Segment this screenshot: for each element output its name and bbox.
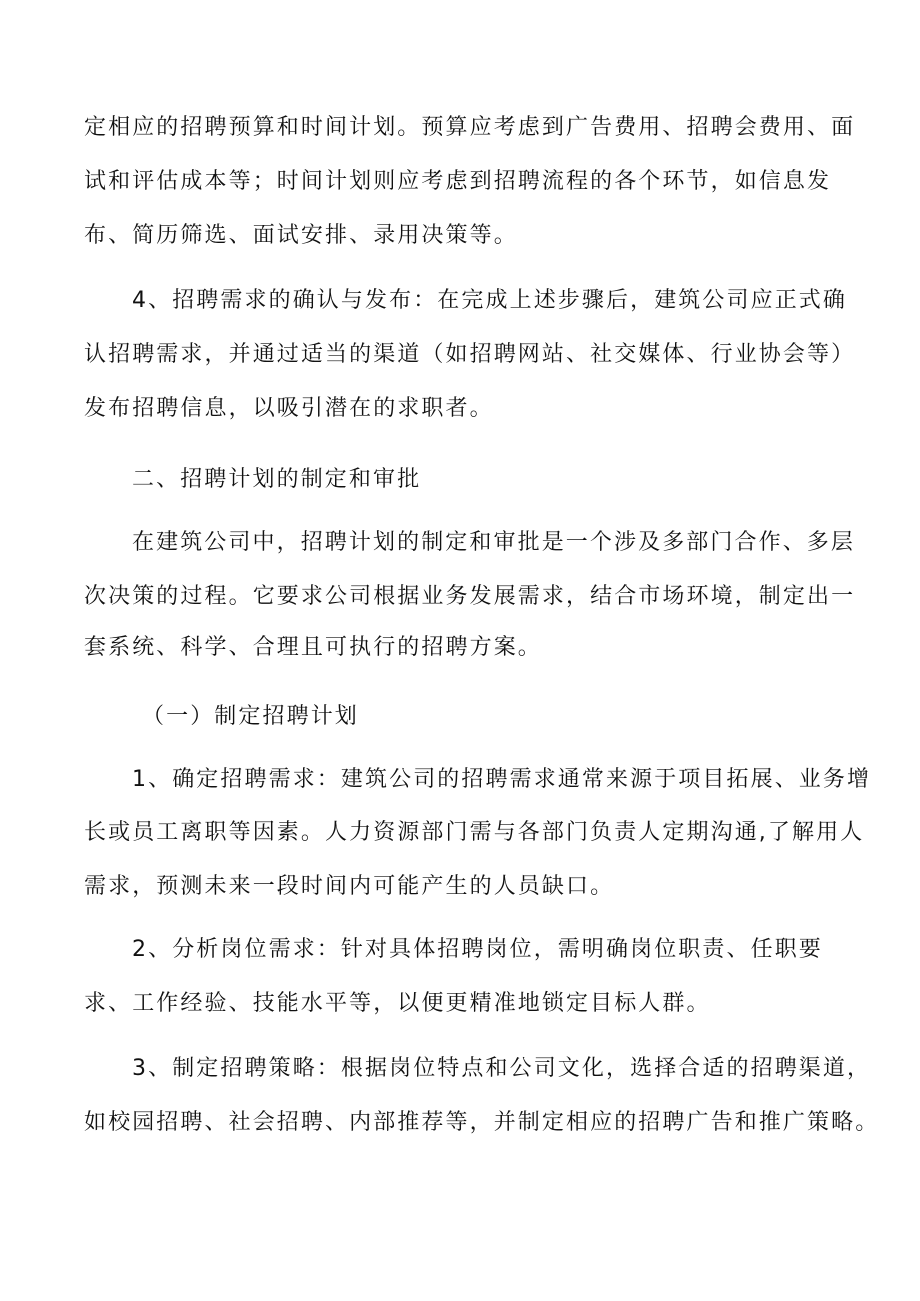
text-line: 3、制定招聘策略：根据岗位特点和公司文化，选择合适的招聘渠道， (132, 1056, 872, 1081)
text-line: 次决策的过程。它要求公司根据业务发展需求，结合市场环境，制定出一 (84, 584, 856, 609)
text-line: 2、分析岗位需求：针对具体招聘岗位，需明确岗位职责、任职要 (132, 937, 823, 962)
heading-text: （一）制定招聘计划 (142, 704, 359, 729)
text-line: 1、确定招聘需求：建筑公司的招聘需求通常来源于项目拓展、业务增 (132, 767, 872, 792)
text-line: 求、工作经验、技能水平等，以便更精准地锁定目标人群。 (84, 991, 711, 1016)
text-line: 定相应的招聘预算和时间计划。预算应考虑到广告费用、招聘会费用、面 (84, 115, 856, 140)
text-line: 布、简历筛选、面试安排、录用决策等。 (84, 223, 518, 248)
text-line: 如校园招聘、社会招聘、内部推荐等，并制定相应的招聘广告和推广策略。 (84, 1110, 880, 1135)
text-line: 长或员工离职等因素。人力资源部门需与各部门负责人定期沟通,了解用人 (84, 820, 865, 845)
text-line: 试和评估成本等；时间计划则应考虑到招聘流程的各个环节，如信息发 (84, 169, 832, 194)
text-line: 在建筑公司中，招聘计划的制定和审批是一个涉及多部门合作、多层 (132, 530, 856, 555)
text-line: 发布招聘信息，以吸引潜在的求职者。 (84, 396, 494, 421)
heading-text: 二、招聘计划的制定和审批 (132, 467, 422, 492)
text-line: 需求，预测未来一段时间内可能产生的人员缺口。 (84, 874, 615, 899)
text-line: 4、招聘需求的确认与发布：在完成上述步骤后，建筑公司应正式确 (132, 288, 847, 313)
text-line: 套系统、科学、合理且可执行的招聘方案。 (84, 635, 542, 660)
text-line: 认招聘需求，并通过适当的渠道（如招聘网站、社交媒体、行业协会等） (84, 342, 856, 367)
